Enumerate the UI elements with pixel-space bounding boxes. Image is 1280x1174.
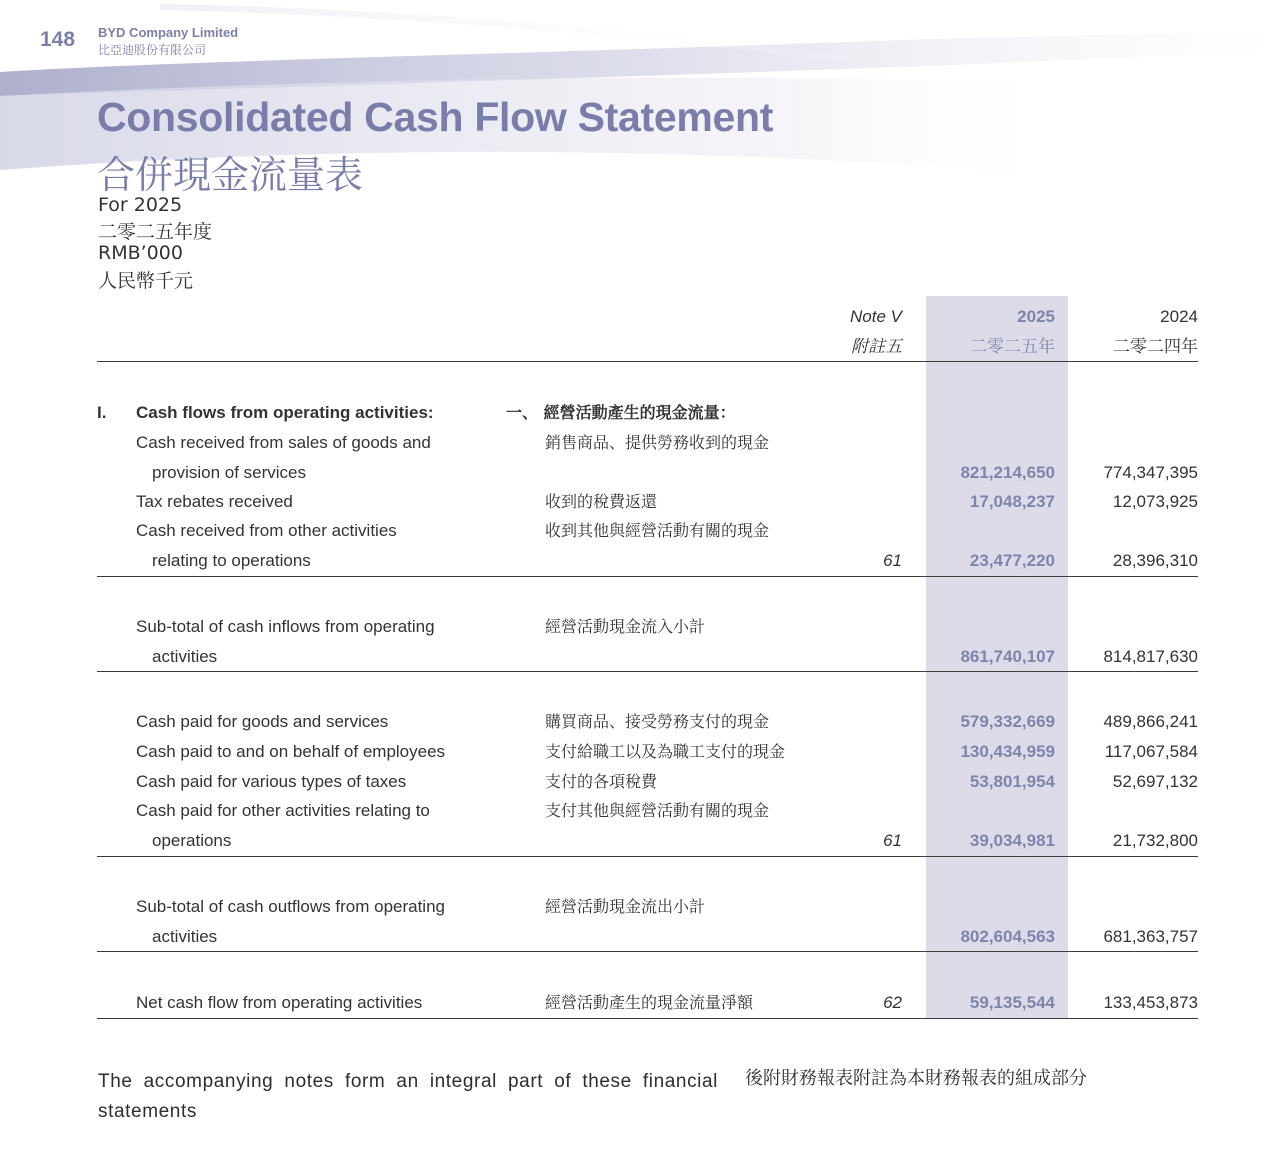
row-value-2025: 17,048,237 — [969, 492, 1055, 511]
row-label-zh: 收到的稅費返還 — [545, 492, 658, 511]
row-label-zh: 購買商品、接受勞務支付的現金 — [545, 712, 770, 731]
column-header-note-en: Note V — [850, 307, 902, 326]
header-rule — [97, 361, 1198, 362]
net-cash-flow-label-en: Net cash flow from operating activities — [136, 993, 423, 1012]
row-value-2025: 579,332,669 — [960, 712, 1055, 731]
subtotal-value-2025: 861,740,107 — [960, 647, 1055, 666]
footnote-en: The accompanying notes form an integral part of these financial statements — [98, 1071, 718, 1122]
company-name-en: BYD Company Limited — [98, 25, 239, 40]
row-label-en: Cash paid for goods and services — [136, 712, 389, 731]
period-zh: 二零二五年度 — [98, 221, 213, 243]
row-value-2025: 39,034,981 — [969, 831, 1055, 850]
row-value-2024: 52,697,132 — [1112, 772, 1198, 791]
row-label-en: Tax rebates received — [136, 492, 293, 511]
row-label-zh: 收到其他與經營活動有關的現金 — [545, 521, 770, 540]
subtotal-label-en: Sub-total of cash outflows from operating — [136, 897, 445, 916]
row-label-en: Cash paid for various types of taxes — [136, 772, 407, 791]
row-value-2025: 130,434,959 — [960, 742, 1055, 761]
section-rule — [97, 671, 1198, 672]
row-label-zh: 支付其他與經營活動有關的現金 — [545, 801, 770, 820]
row-value-2025: 53,801,954 — [969, 772, 1055, 791]
row-label-en-cont: operations — [152, 831, 232, 850]
period-en: For 2025 — [98, 194, 183, 216]
row-note: 61 — [883, 551, 902, 570]
row-value-2024: 12,073,925 — [1112, 492, 1198, 511]
row-value-2025: 23,477,220 — [969, 551, 1055, 570]
closing-rule — [97, 1018, 1198, 1019]
row-value-2024: 28,396,310 — [1112, 551, 1198, 570]
subtotal-label-zh: 經營活動現金流入小計 — [545, 617, 706, 636]
subtotal-value-2024: 681,363,757 — [1103, 927, 1198, 946]
subtotal-label-en-cont: activities — [152, 927, 218, 946]
section-rule — [97, 576, 1198, 577]
column-header-note-zh: 附註五 — [851, 337, 902, 357]
row-value-2024: 489,866,241 — [1103, 712, 1198, 731]
net-cash-flow-value-2024: 133,453,873 — [1103, 993, 1198, 1012]
row-label-zh: 支付給職工以及為職工支付的現金 — [545, 742, 786, 761]
row-label-en-cont: relating to operations — [152, 551, 311, 570]
subtotal-value-2024: 814,817,630 — [1103, 647, 1198, 666]
unit-zh: 人民幣千元 — [98, 270, 194, 292]
subtotal-label-zh: 經營活動現金流出小計 — [545, 897, 706, 916]
column-header-2025-zh: 二零二五年 — [970, 337, 1055, 357]
section-rule — [97, 856, 1198, 857]
row-value-2024: 774,347,395 — [1103, 463, 1198, 482]
section-number: I. — [97, 403, 107, 422]
row-label-en-cont: provision of services — [152, 463, 307, 482]
page-title-zh: 合併現金流量表 — [97, 153, 364, 197]
subtotal-label-en: Sub-total of cash inflows from operating — [136, 617, 435, 636]
footnote-zh: 後附財務報表附註為本財務報表的組成部分 — [745, 1068, 1087, 1089]
row-label-zh: 支付的各項稅費 — [545, 772, 658, 791]
page-number: 148 — [40, 28, 76, 51]
page-title-en: Consolidated Cash Flow Statement — [97, 94, 774, 140]
column-header-2024-zh: 二零二四年 — [1113, 337, 1198, 357]
row-value-2024: 117,067,584 — [1104, 742, 1198, 761]
row-note: 61 — [883, 831, 902, 850]
row-label-en: Cash paid for other activities relating to — [136, 801, 430, 820]
row-value-2024: 21,732,800 — [1112, 831, 1198, 850]
row-label-zh: 銷售商品、提供勞務收到的現金 — [545, 433, 770, 452]
section-rule — [97, 951, 1198, 952]
net-cash-flow-label-zh: 經營活動產生的現金流量淨額 — [545, 993, 754, 1012]
subtotal-value-2025: 802,604,563 — [960, 927, 1055, 946]
row-label-en: Cash paid to and on behalf of employees — [136, 742, 446, 761]
row-label-en: Cash received from sales of goods and — [136, 433, 431, 452]
column-header-2025: 2025 — [1017, 307, 1055, 326]
net-cash-flow-value-2025: 59,135,544 — [969, 993, 1055, 1012]
row-value-2025: 821,214,650 — [960, 463, 1055, 482]
section-title-en: Cash flows from operating activities: — [136, 403, 434, 422]
unit-en: RMB’000 — [98, 242, 183, 264]
subtotal-label-en-cont: activities — [152, 647, 218, 666]
column-header-2024: 2024 — [1160, 307, 1198, 326]
row-note: 62 — [883, 993, 902, 1012]
section-title-zh: 一、 經營活動產生的現金流量： — [506, 403, 736, 422]
row-label-en: Cash received from other activities — [136, 521, 397, 540]
company-name-zh: 比亞迪股份有限公司 — [98, 43, 207, 57]
